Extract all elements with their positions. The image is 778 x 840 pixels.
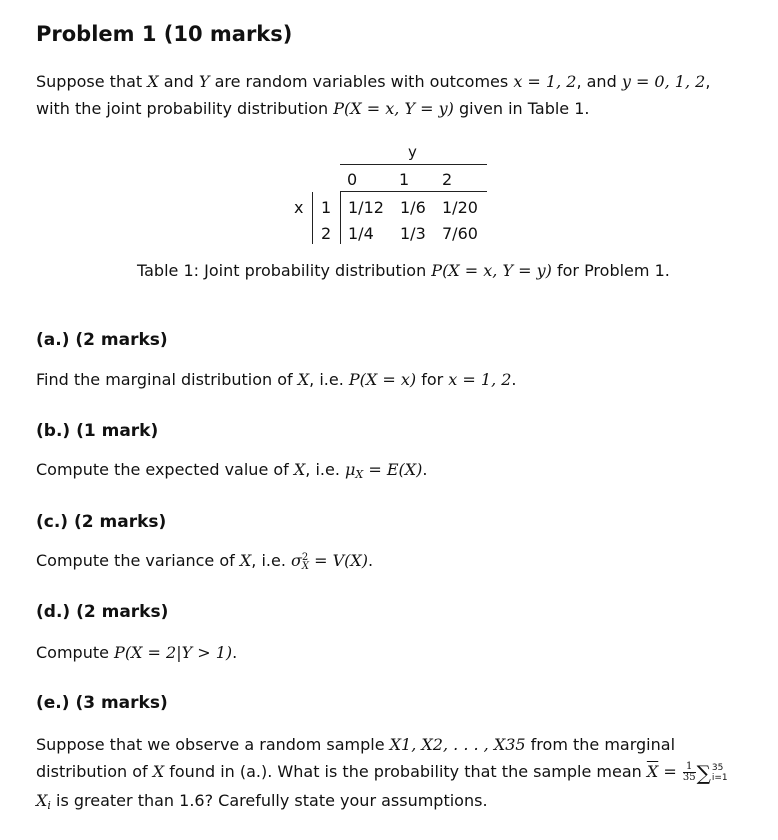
table-header-rule	[340, 164, 487, 165]
part-d-text: Compute P(X = 2|Y > 1).	[36, 643, 238, 662]
col-header-0: 0	[347, 170, 358, 189]
table-cell: 7/60	[442, 224, 478, 243]
table-cell: 1/12	[348, 198, 384, 217]
table-outer-rule	[312, 192, 313, 244]
table-cell: 1/3	[400, 224, 426, 243]
part-e-text: Suppose that we observe a random sample X1, X2, . . . , X35 from the marginal distribution of X found in (a.). What is the probability that the sample mean $\overline{X}$ = $\frac{1}{35}$ ∑ 35 i=1 Xi is greater than 1.6? Carefully state your assumptions.	[36, 735, 728, 812]
table-cell: 1/6	[400, 198, 426, 217]
intro-paragraph: Suppose that X and Y are random variables with outcomes x = 1, 2, and y = 0, 1, 2, with the joint probability distribution P(X = x, Y = y) given in Table 1.	[36, 72, 711, 118]
col-header-2: 2	[442, 170, 453, 189]
part-c-heading: (c.) (2 marks)	[36, 512, 167, 532]
col-header-1: 1	[399, 170, 410, 189]
row-label-2: 2	[321, 224, 332, 243]
problem-title: Problem 1 (10 marks)	[36, 22, 293, 46]
part-a-text: Find the marginal distribution of X, i.e. P(X = x) for x = 1, 2.	[36, 370, 517, 389]
part-d-heading: (d.) (2 marks)	[36, 602, 169, 622]
part-c-text: Compute the variance of X, i.e. σ 2 X = V(X).	[36, 551, 374, 572]
part-b-text: Compute the expected value of X, i.e. μX = E(X).	[36, 460, 428, 481]
table-body-rule	[340, 191, 487, 192]
part-b-heading: (b.) (1 mark)	[36, 421, 159, 441]
table-caption: Table 1: Joint probability distribution P(X = x, Y = y) for Problem 1.	[137, 261, 670, 280]
col-variable-label: y	[408, 143, 417, 161]
table-cell: 1/4	[348, 224, 374, 243]
row-variable-label: x	[294, 198, 304, 217]
table-cell: 1/20	[442, 198, 478, 217]
part-e-heading: (e.) (3 marks)	[36, 693, 168, 713]
part-a-heading: (a.) (2 marks)	[36, 330, 168, 350]
row-label-1: 1	[321, 198, 332, 217]
table-inner-rule	[340, 192, 341, 244]
